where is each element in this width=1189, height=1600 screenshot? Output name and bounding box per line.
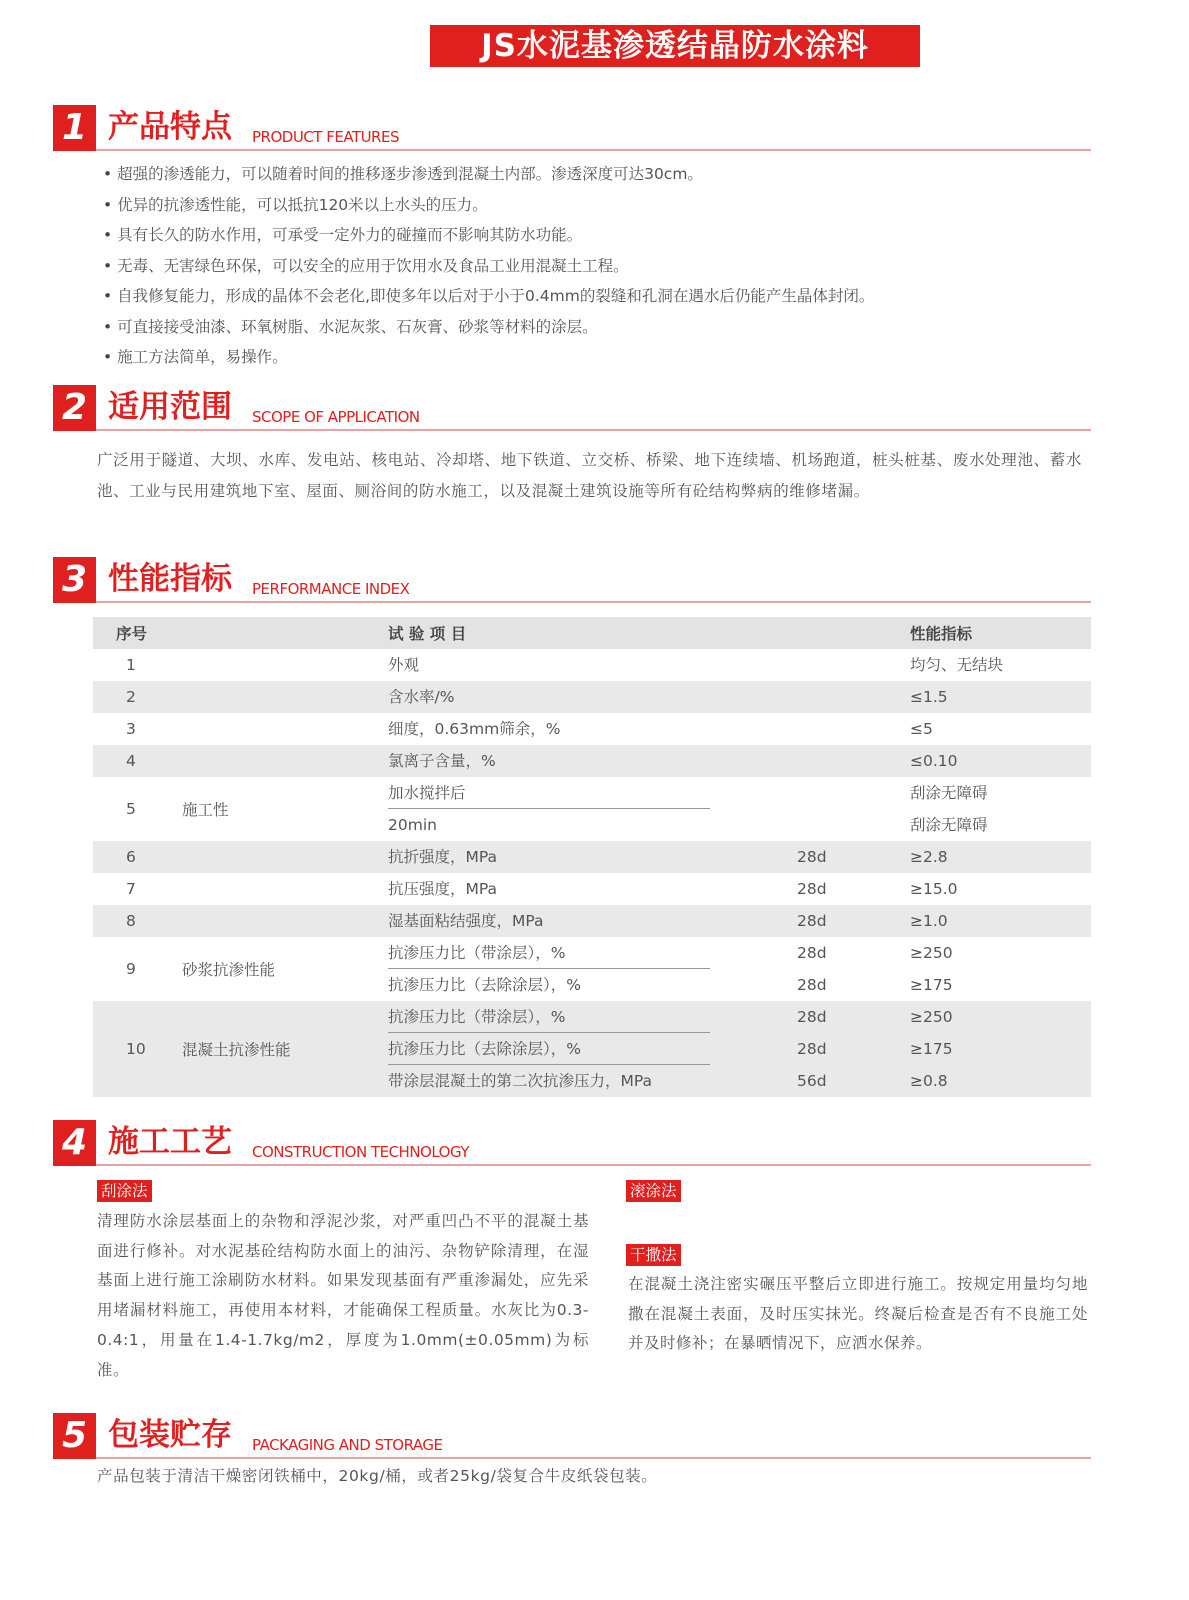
test-item: 抗折强度，MPa: [388, 848, 498, 866]
index-value: 均匀、无结块: [910, 656, 1004, 674]
dry-text: 在混凝土浇注密实碾压平整后立即进行施工。按规定用量均匀地撒在混凝土表面，及时压实抹光。终凝后检查是否有不良施工处并及时修补；在暴晒情况下，应洒水保养。: [628, 1275, 1088, 1353]
feature-item: • 具有长久的防水作用，可承受一定外力的碰撞而不影响其防水功能。: [103, 225, 582, 245]
section-number: 4: [53, 1120, 96, 1166]
index-value: 刮涂无障碍: [910, 784, 988, 802]
index-value: ≥15.0: [910, 880, 958, 898]
table-row: [93, 713, 1091, 745]
row-items: [388, 1001, 797, 1097]
test-item: 氯离子含量，%: [388, 752, 496, 770]
section-title: 施工工艺: [108, 1124, 232, 1160]
section-header-1: [53, 105, 1091, 151]
section-number: 3: [53, 557, 96, 603]
row-items: [388, 777, 797, 841]
test-age: [797, 713, 910, 745]
row-values: [910, 649, 1091, 681]
index-value: ≥0.8: [910, 1072, 948, 1090]
feature-item: • 超强的渗透能力，可以随着时间的推移逐步渗透到混凝土内部。渗透深度可达30cm。: [103, 164, 703, 184]
row-ages: [797, 905, 910, 937]
row-values: [910, 777, 1091, 841]
row-values: [910, 681, 1091, 713]
row-values: [910, 745, 1091, 777]
row-group: [182, 905, 388, 937]
row-no: 2: [93, 681, 182, 713]
test-age: [797, 745, 910, 777]
scope-text: 广泛用于隧道、大坝、水库、发电站、核电站、冷却塔、地下铁道、立交桥、桥梁、地下连续墙、机场跑道，桩头桩基、废水处理池、蓄水池、工业与民用建筑地下室、屋面、厕浴间的防水施工，以及混凝土建筑设施等所有砼结构弊病的维修堵漏。: [97, 451, 1082, 500]
table-row: [93, 873, 1091, 905]
row-values: [910, 873, 1091, 905]
feature-item: • 无毒、无害绿色环保，可以安全的应用于饮用水及食品工业用混凝土工程。: [103, 256, 629, 276]
row-ages: [797, 937, 910, 1001]
test-age: 28d: [797, 976, 827, 994]
test-item: 加水搅拌后: [388, 777, 710, 809]
row-items: [388, 873, 797, 905]
feature-item: • 施工方法简单，易操作。: [103, 347, 288, 367]
test-age: 56d: [797, 1072, 827, 1090]
row-items: [388, 745, 797, 777]
section-title: 性能指标: [108, 561, 232, 597]
section-title: 产品特点: [108, 109, 232, 145]
row-ages: [797, 745, 910, 777]
test-age: [797, 777, 910, 809]
row-ages: [797, 1001, 910, 1097]
test-item: 抗渗压力比（带涂层），%: [388, 1001, 710, 1033]
test-item: 带涂层混凝土的第二次抗渗压力，MPa: [388, 1072, 653, 1090]
section-header-4: [53, 1120, 1091, 1166]
table-row: [93, 681, 1091, 713]
test-age: 28d: [797, 912, 827, 930]
row-group: [182, 649, 388, 681]
row-no: 5: [126, 800, 136, 818]
row-ages: [797, 681, 910, 713]
table-row: [93, 777, 1091, 841]
test-item: 抗渗压力比（去除涂层），%: [388, 976, 581, 994]
section-title: 适用范围: [108, 389, 232, 425]
header-item: 试 验 项 目: [388, 617, 797, 649]
section-subtitle: PERFORMANCE INDEX: [252, 580, 410, 598]
index-value: ≤5: [910, 720, 933, 738]
row-group: 砂浆抗渗性能: [182, 961, 276, 979]
test-item: 外观: [388, 656, 420, 674]
test-item: 含水率/%: [388, 688, 455, 706]
feature-item: • 可直接接受油漆、环氧树脂、水泥灰浆、石灰膏、砂浆等材料的涂层。: [103, 317, 598, 337]
header-blank: [797, 617, 910, 649]
section-number: 2: [53, 385, 96, 431]
row-items: [388, 713, 797, 745]
tag-roll: 滚涂法: [626, 1180, 681, 1202]
test-item: 湿基面粘结强度，MPa: [388, 912, 544, 930]
tag-dry: 干撒法: [626, 1244, 681, 1266]
index-value: ≥250: [910, 944, 953, 962]
scrape-text: 清理防水涂层基面上的杂物和浮泥沙浆，对严重凹凸不平的混凝土基面进行修补。对水泥基砼结构防水面上的油污、杂物铲除清理，在湿基面上进行施工涂刷防水材料。如果发现基面有严重渗漏处，应先采用堵漏材料施工，再使用本材料，才能确保工程质量。水灰比为0.3-0.4:1，用量在1.4-1.7kg/m2，厚度为1.0mm(±0.05mm)为标准。: [97, 1212, 589, 1379]
index-value: ≤1.5: [910, 688, 948, 706]
row-no: 1: [126, 656, 136, 674]
row-values: [910, 905, 1091, 937]
row-no: 8: [93, 905, 182, 937]
section-header-2: [53, 385, 1091, 431]
row-ages: [797, 713, 910, 745]
row-items: [388, 649, 797, 681]
performance-table: [93, 617, 1091, 1097]
table-row: [93, 841, 1091, 873]
section-subtitle: SCOPE OF APPLICATION: [252, 408, 420, 426]
section-number: 1: [53, 105, 96, 151]
row-values: [910, 841, 1091, 873]
row-no: 10: [93, 1001, 182, 1097]
test-age: 28d: [797, 1008, 827, 1026]
row-group: [182, 745, 388, 777]
test-age: [797, 809, 910, 841]
test-age: 28d: [797, 880, 827, 898]
row-group: [182, 873, 388, 905]
packaging-text: 产品包装于清洁干燥密闭铁桶中，20kg/桶，或者25kg/袋复合牛皮纸袋包装。: [97, 1467, 658, 1485]
test-age: 28d: [797, 848, 827, 866]
index-value: ≥175: [910, 976, 953, 994]
row-no: 4: [93, 745, 182, 777]
row-ages: [797, 649, 910, 681]
section-title: 包装贮存: [108, 1417, 232, 1453]
row-ages: [797, 841, 910, 873]
tag-scrape: 刮涂法: [97, 1180, 152, 1202]
section-subtitle: PRODUCT FEATURES: [252, 128, 399, 146]
test-item: 20min: [388, 816, 437, 834]
row-ages: [797, 777, 910, 841]
test-age: [797, 649, 910, 681]
test-age: 28d: [797, 944, 827, 962]
row-no: 7: [126, 880, 136, 898]
row-items: [388, 905, 797, 937]
test-item: 抗渗压力比（带涂层），%: [388, 937, 710, 969]
index-value: ≥2.8: [910, 848, 948, 866]
row-group: [182, 681, 388, 713]
test-item: 抗压强度，MPa: [388, 880, 498, 898]
row-group: 混凝土抗渗性能: [182, 1001, 388, 1097]
row-group: 施工性: [182, 801, 229, 819]
test-item: 细度，0.63mm筛余，%: [388, 720, 561, 738]
header-blank: [182, 617, 388, 649]
header-index: 性能指标: [910, 617, 1091, 649]
row-items: [388, 681, 797, 713]
section-number: 5: [53, 1413, 96, 1459]
row-values: [910, 1001, 1091, 1097]
row-no: 9: [126, 960, 136, 978]
document-title: JS水泥基渗透结晶防水涂料: [430, 25, 920, 67]
table-row: [93, 937, 1091, 1001]
index-value: ≥1.0: [910, 912, 948, 930]
section-header-3: [53, 557, 1091, 603]
index-value: ≤0.10: [910, 752, 958, 770]
test-age: [797, 681, 910, 713]
table-row: [93, 745, 1091, 777]
index-value: ≥175: [910, 1040, 953, 1058]
section-header-5: [53, 1413, 1091, 1459]
row-no: 6: [93, 841, 182, 873]
row-no: 3: [126, 720, 136, 738]
test-age: 28d: [797, 1040, 827, 1058]
index-value: 刮涂无障碍: [910, 816, 988, 834]
row-ages: [797, 873, 910, 905]
row-group: [182, 841, 388, 873]
row-values: [910, 937, 1091, 1001]
row-items: [388, 841, 797, 873]
header-no: 序号: [93, 617, 182, 649]
section-subtitle: CONSTRUCTION TECHNOLOGY: [252, 1143, 470, 1161]
feature-item: • 自我修复能力，形成的晶体不会老化,即使多年以后对于小于0.4mm的裂缝和孔洞在遇水后仍能产生晶体封闭。: [103, 286, 874, 306]
table-row: [93, 649, 1091, 681]
index-value: ≥250: [910, 1008, 953, 1026]
row-values: [910, 713, 1091, 745]
feature-item: • 优异的抗渗透性能，可以抵抗120米以上水头的压力。: [103, 195, 488, 215]
test-item: 抗渗压力比（去除涂层），%: [388, 1033, 710, 1065]
row-group: [182, 713, 388, 745]
row-items: [388, 937, 797, 1001]
table-row: [93, 905, 1091, 937]
table-row: [93, 1001, 1091, 1097]
section-subtitle: PACKAGING AND STORAGE: [252, 1436, 443, 1454]
